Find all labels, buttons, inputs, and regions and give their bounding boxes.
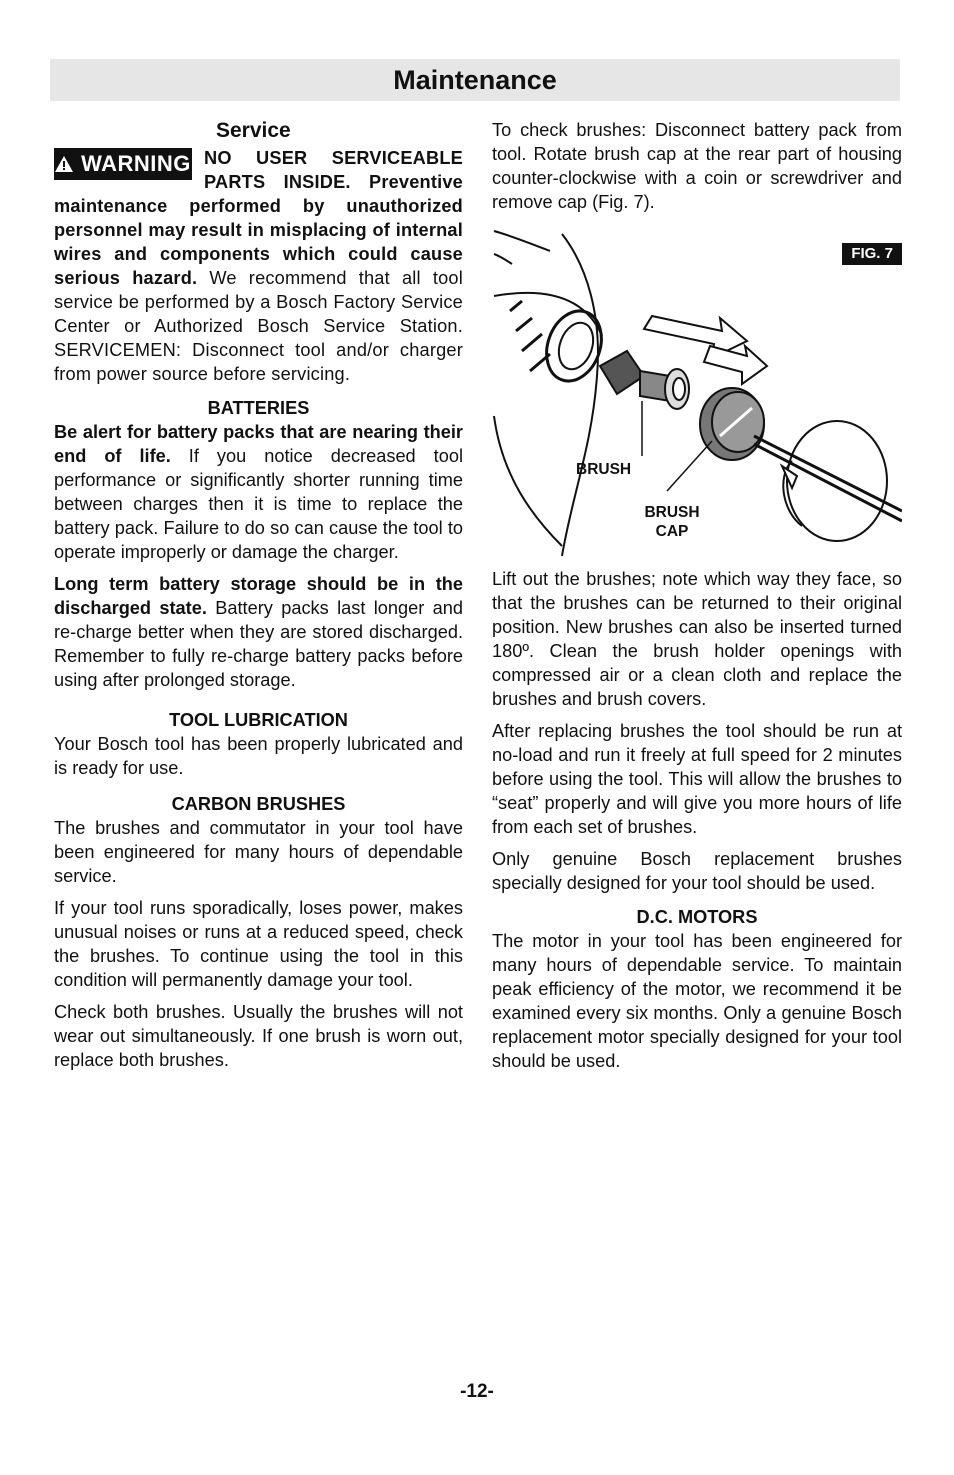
warning-badge [54,148,192,180]
genuine-brushes-text: Only genuine Bosch replacement brushes specially designed for your tool should be used. [492,849,902,893]
dc-motors-text: The motor in your tool has been engineered for many hours of dependable service. To maintain peak efficiency of the motor, we recommend it be examined every six months. Only a genuine Bosch replacement motor specially designed for your tool should be used. [492,931,902,1071]
after-replacing-text: After replacing brushes the tool should be run at no-load and run it freely at full speed for 2 minutes before using the tool. This will allow the brushes to “seat” properly and will give you more hours of life from each set of brushes. [492,721,902,837]
brush-cap-label-line-1: BRUSH [644,504,700,521]
service-heading: Service [216,119,291,142]
figure-7 [492,226,902,561]
warning-bold-text: NO USER SERVICEABLE PARTS INSIDE. Preventive maintenance performed by unauthorized personnel may result in misplacing of internal wires and components which could cause serious hazard. [54,148,463,288]
figure-label: FIG. 7 [842,243,902,265]
brush-label: BRUSH [576,461,632,478]
page-number: -12- [460,1381,494,1402]
lubrication-text: Your Bosch tool has been properly lubricated and is ready for use. [54,734,463,778]
warning-body-text: We recommend that all tool service be performed by a Bosch Factory Service Center or Authorized Bosch Service Station. SERVICEMEN: Disconnect tool and/or charger from power source before servicing. [54,268,463,384]
storage-body-text: Battery packs last longer and re-charge better when they are stored discharged. Remember to fully re-charge battery packs before using after prolonged storage. [54,598,463,690]
batteries-body-text: If you notice decreased tool performance or significantly shorter running time between charges then it is time to replace the battery pack. Failure to do so can cause the tool to operate improperly or damage the charger. [54,446,463,562]
right-column [492,118,902,1081]
warning-triangle-icon [55,156,73,172]
warning-label: WARNING [81,151,191,176]
carbon-brushes-heading: CARBON BRUSHES [171,794,346,814]
batteries-bold-text: Be alert for battery packs that are nearing their end of life. [54,422,463,466]
warning-block [54,146,463,386]
batteries-heading: BATTERIES [207,398,310,418]
brushes-paragraph-3: Check both brushes. Usually the brushes will not wear out simultaneously. If one brush is worn out, replace both brushes. [54,1002,463,1070]
dc-motors-heading: D.C. MOTORS [636,907,758,927]
left-column [54,116,463,1080]
brush-cap-label [640,503,704,541]
section-header [50,59,900,101]
brush-cap-label-line-2: CAP [655,523,689,540]
brushes-paragraph-2: If your tool runs sporadically, loses power, makes unusual noises or runs at a reduced speed, check the brushes. To continue using the tool in this condition will permanently damage your tool. [54,898,463,990]
check-brushes-text: To check brushes: Disconnect battery pack from tool. Rotate brush cap at the rear part of housing counter-clockwise with a coin or screwdriver and remove cap (Fig. 7). [492,120,902,212]
lift-brushes-text: Lift out the brushes; note which way they face, so that the brushes can be returned to their original position. New brushes can also be inserted turned 180º. Clean the brush holder openings with compressed air or a clean cloth and replace the brushes and brush covers. [492,569,902,709]
lubrication-heading: TOOL LUBRICATION [169,710,348,730]
brushes-paragraph-1: The brushes and commutator in your tool have been engineered for many hours of dependable service. [54,818,463,886]
storage-bold-text: Long term battery storage should be in the discharged state. [54,574,463,618]
page-title: Maintenance [393,65,557,95]
